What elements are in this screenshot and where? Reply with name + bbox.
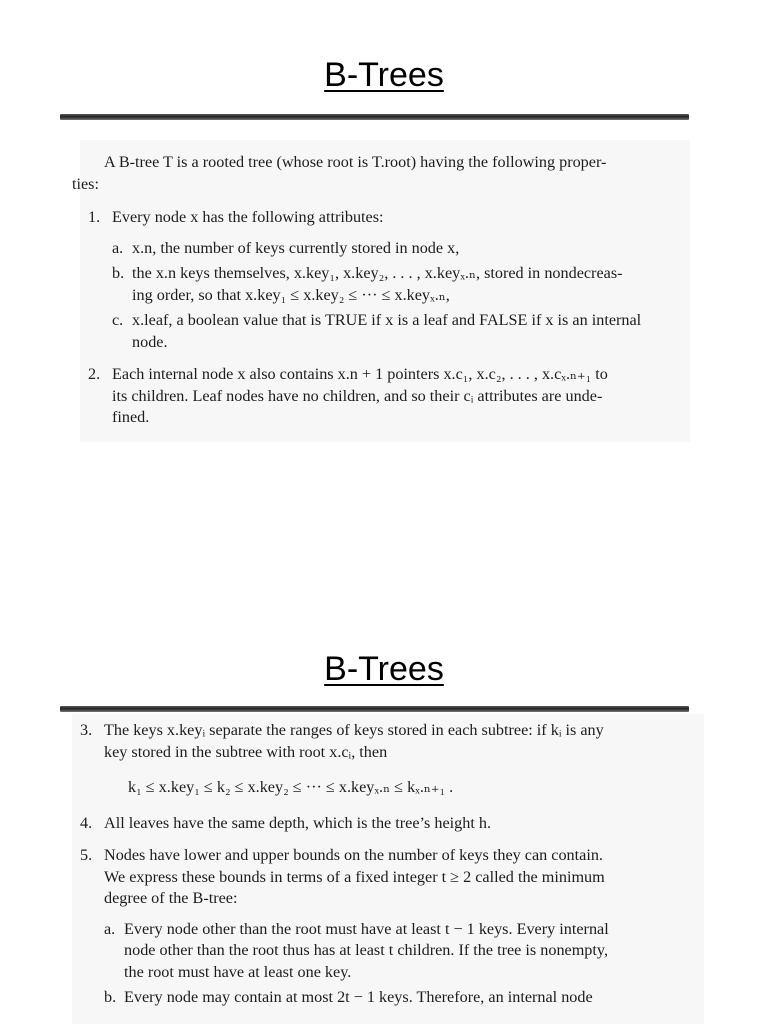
list-item: [80, 845, 696, 1009]
title-divider: [60, 706, 689, 712]
list-item: [88, 207, 682, 353]
sub-item-letter: c.: [112, 311, 124, 329]
sub-item: [112, 263, 682, 306]
item-line: fined.: [112, 408, 150, 426]
item-line: The keys x.keyᵢ separate the ranges of keys stored in each subtree: if kᵢ is any: [104, 721, 604, 739]
sub-item-line: Every node may contain at most 2t − 1 keys. Therefore, an internal node: [124, 988, 593, 1006]
sub-item-letter: b.: [112, 264, 125, 282]
intro-line-2: ties:: [72, 174, 99, 193]
sub-item-line: Every node other than the root must have at least t − 1 keys. Every internal: [124, 919, 609, 938]
sub-item: [112, 238, 682, 260]
sub-item: [112, 310, 682, 353]
list-item: [80, 720, 696, 799]
sub-item-letter: a.: [104, 919, 116, 938]
title-divider: [60, 114, 689, 120]
sub-item: [104, 919, 696, 984]
sub-item-line: node.: [132, 332, 168, 351]
sub-item-line: x.leaf, a boolean value that is TRUE if x is a leaf and FALSE if x is an internal: [132, 311, 642, 329]
sub-item-line: node other than the root thus has at least t children. If the tree is nonempty,: [124, 941, 608, 959]
textbook-excerpt: [72, 714, 704, 1024]
sub-item-line: ing order, so that x.key₁ ≤ x.key₂ ≤ ··· ≤ x.keyₓ.ₙ,: [132, 285, 450, 304]
slide-2: [0, 640, 768, 1024]
sub-item-line: the root must have at least one key.: [124, 962, 352, 981]
item-number: 1.: [88, 208, 101, 226]
slide-1: [0, 0, 768, 500]
item-line: All leaves have the same depth, which is the tree’s height h.: [104, 813, 492, 832]
list-item: [80, 813, 696, 835]
item-number: 4.: [80, 813, 93, 832]
item-line: Nodes have lower and upper bounds on the number of keys they can contain.: [104, 846, 603, 864]
item-line: key stored in the subtree with root x.cᵢ, then: [104, 742, 388, 761]
sub-item-line: the x.n keys themselves, x.key₁, x.key₂, . . . , x.keyₓ.ₙ, stored in nondecreas-: [132, 264, 623, 282]
sub-item-letter: b.: [104, 988, 117, 1006]
slide-title: B-Trees: [324, 650, 444, 688]
list-item: [88, 364, 682, 429]
item-line: its children. Leaf nodes have no children, and so their cᵢ attributes are unde-: [112, 386, 603, 405]
item-line: degree of the B-tree:: [104, 889, 238, 907]
intro-line-1: A B-tree T is a rooted tree (whose root is T.root) having the following proper-: [104, 153, 607, 171]
item-text: Every node x has the following attributes:: [112, 208, 384, 226]
item-line: Each internal node x also contains x.n + 1 pointers x.c₁, x.c₂, . . . , x.cₓ.ₙ₊₁ to: [112, 365, 608, 383]
definition-paragraph: [72, 152, 682, 195]
item-number: 3.: [80, 721, 93, 739]
sub-item-line: x.n, the number of keys currently stored in node x,: [132, 238, 460, 257]
item-line: We express these bounds in terms of a fixed integer t ≥ 2 called the minimum: [104, 867, 605, 886]
item-number: 5.: [80, 846, 93, 864]
item-number: 2.: [88, 365, 101, 383]
key-ordering-equation: k₁ ≤ x.key₁ ≤ k₂ ≤ x.key₂ ≤ ··· ≤ x.keyₓ.ₙ ≤ kₓ.ₙ₊₁ .: [128, 778, 454, 796]
sub-item: [104, 987, 696, 1009]
textbook-excerpt: [72, 140, 690, 442]
sub-item-letter: a.: [112, 238, 124, 257]
slide-title: B-Trees: [324, 56, 444, 94]
